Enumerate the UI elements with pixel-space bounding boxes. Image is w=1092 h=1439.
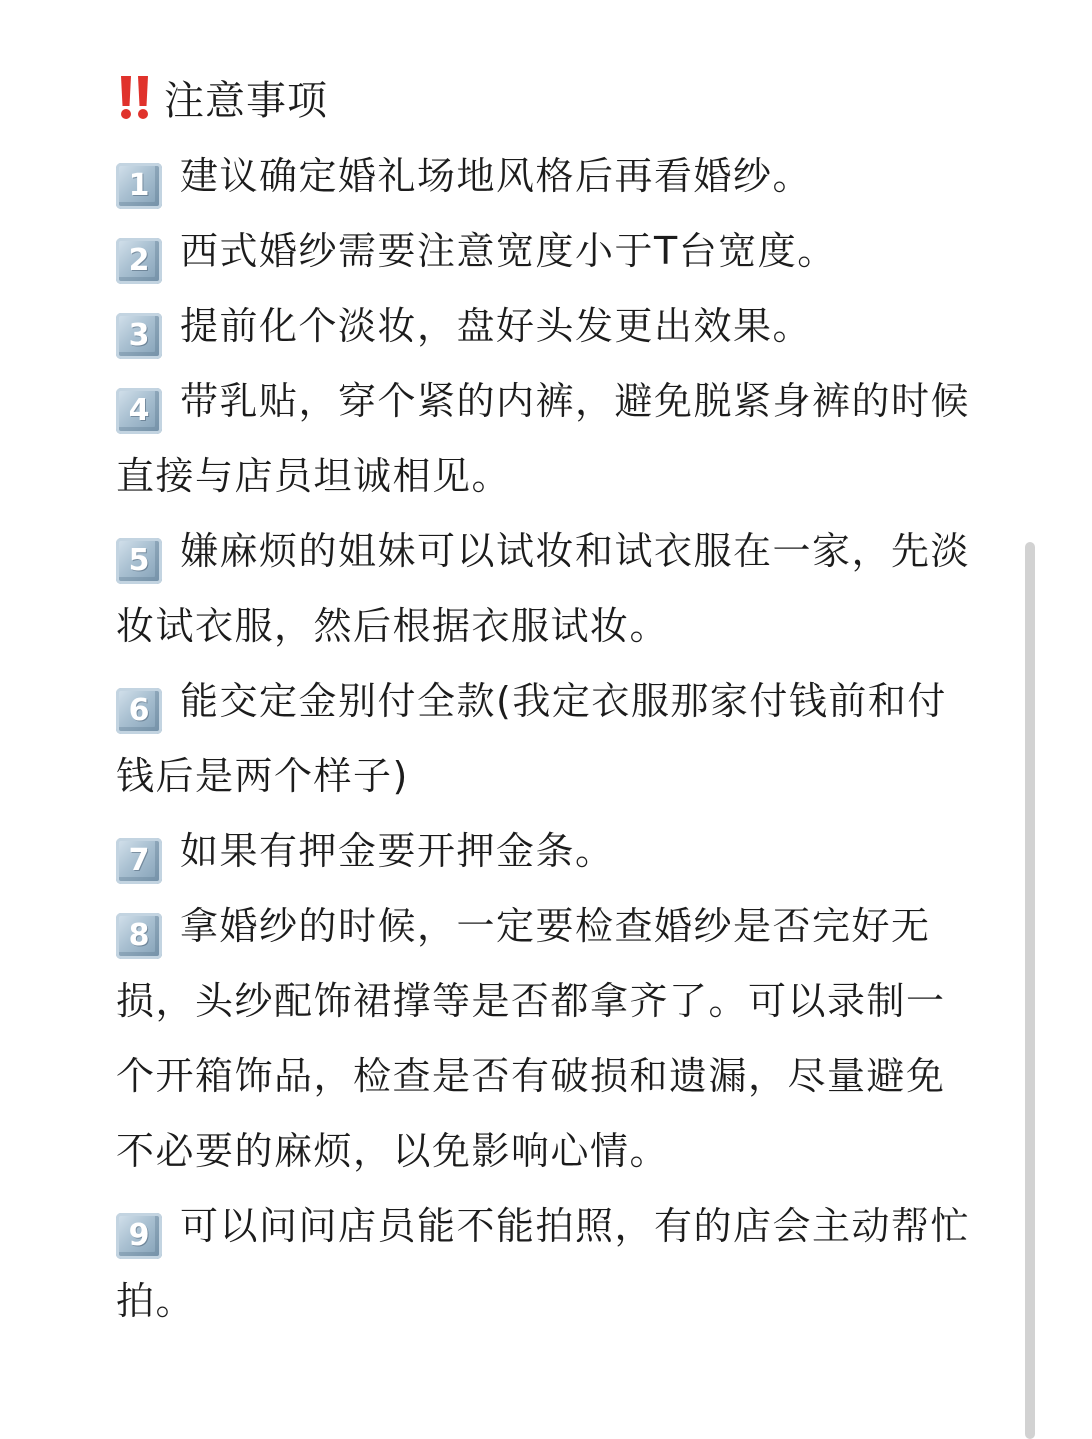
vertical-scrollbar[interactable] bbox=[1025, 542, 1035, 1439]
list-item bbox=[116, 289, 976, 364]
keycap-1-icon: 1 bbox=[116, 163, 162, 209]
list-item-text: 带乳贴，穿个紧的内裤，避免脱紧身裤的时候直接与店员坦诚相见。 bbox=[116, 379, 971, 498]
double-exclamation-icon bbox=[116, 73, 154, 121]
page-title: 注意事项 bbox=[164, 77, 328, 124]
list-item-text: 能交定金别付全款(我定衣服那家付钱前和付钱后是两个样子) bbox=[116, 679, 947, 798]
keycap-9-icon: 9 bbox=[116, 1213, 162, 1259]
list-item bbox=[116, 889, 976, 1189]
keycap-7-icon: 7 bbox=[116, 838, 162, 884]
notes-document bbox=[116, 68, 976, 1339]
list-item bbox=[116, 214, 976, 289]
keycap-4-icon: 4 bbox=[116, 388, 162, 434]
keycap-8-icon: 8 bbox=[116, 913, 162, 959]
title-row bbox=[116, 68, 976, 126]
list-item bbox=[116, 664, 976, 814]
list-item-text: 拿婚纱的时候，一定要检查婚纱是否完好无损，头纱配饰裙撑等是否都拿齐了。可以录制一个开箱饰品，检查是否有破损和遗漏，尽量避免不必要的麻烦，以免影响心情。 bbox=[116, 904, 946, 1173]
keycap-2-icon: 2 bbox=[116, 238, 162, 284]
list-item-text: 可以问问店员能不能拍照，有的店会主动帮忙拍。 bbox=[116, 1204, 971, 1323]
list-item bbox=[116, 364, 976, 514]
list-item bbox=[116, 514, 976, 664]
keycap-5-icon: 5 bbox=[116, 538, 162, 584]
list-item-text: 如果有押金要开押金条。 bbox=[180, 829, 615, 873]
keycap-3-icon: 3 bbox=[116, 313, 162, 359]
keycap-6-icon: 6 bbox=[116, 688, 162, 734]
list-item bbox=[116, 1189, 976, 1339]
list-item-text: 西式婚纱需要注意宽度小于T台宽度。 bbox=[180, 229, 837, 273]
list-item-text: 建议确定婚礼场地风格后再看婚纱。 bbox=[180, 154, 813, 198]
list-item-text: 嫌麻烦的姐妹可以试妆和试衣服在一家，先淡妆试衣服，然后根据衣服试妆。 bbox=[116, 529, 971, 648]
list-item-text: 提前化个淡妆，盘好头发更出效果。 bbox=[180, 304, 813, 348]
list-item bbox=[116, 814, 976, 889]
list-item bbox=[116, 139, 976, 214]
